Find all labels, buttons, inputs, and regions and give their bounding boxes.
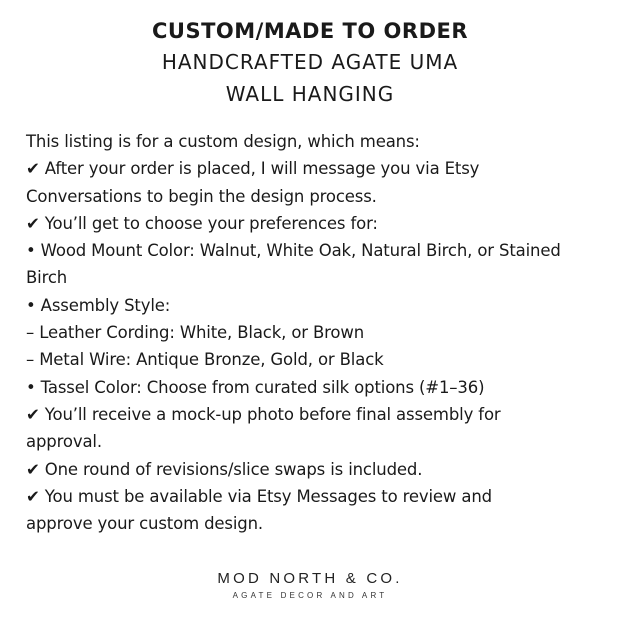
listing-title: CUSTOM/MADE TO ORDER [151,19,469,43]
description-line: This listing is for a custom design, which means: [26,132,420,151]
description-line: ✔ After your order is placed, I will message you via Etsy [26,159,480,179]
description-line: ✔ You must be available via Etsy Messages to review and [26,486,492,506]
brand-footer [0,568,620,602]
listing-subtitle-line-2: WALL HANGING [225,82,395,106]
description-line: Birch [26,268,68,288]
listing-description [26,128,606,537]
description-line: approval. [26,432,102,452]
listing-subtitle-line-1: HANDCRAFTED AGATE UMA [161,50,459,74]
description-line: Conversations to begin the design process. [26,186,377,206]
description-line: • Wood Mount Color: Walnut, White Oak, Natural Birch, or Stained [26,241,561,261]
brand-name: MOD NORTH & CO. [217,570,403,587]
description-line: • Tassel Color: Choose from curated silk options (#1–36) [26,377,485,397]
description-line: approve your custom design. [26,514,264,534]
description-line: – Leather Cording: White, Black, or Brown [26,323,365,343]
description-line: ✔ One round of revisions/slice swaps is included. [26,459,423,479]
description-line: • Assembly Style: [26,295,171,315]
listing-header [0,16,620,110]
description-line: ✔ You’ll receive a mock-up photo before final assembly for [26,404,501,424]
description-line: – Metal Wire: Antique Bronze, Gold, or Black [26,350,384,370]
brand-tagline: AGATE DECOR AND ART [232,591,388,600]
description-line: ✔ You’ll get to choose your preferences for: [26,213,378,233]
